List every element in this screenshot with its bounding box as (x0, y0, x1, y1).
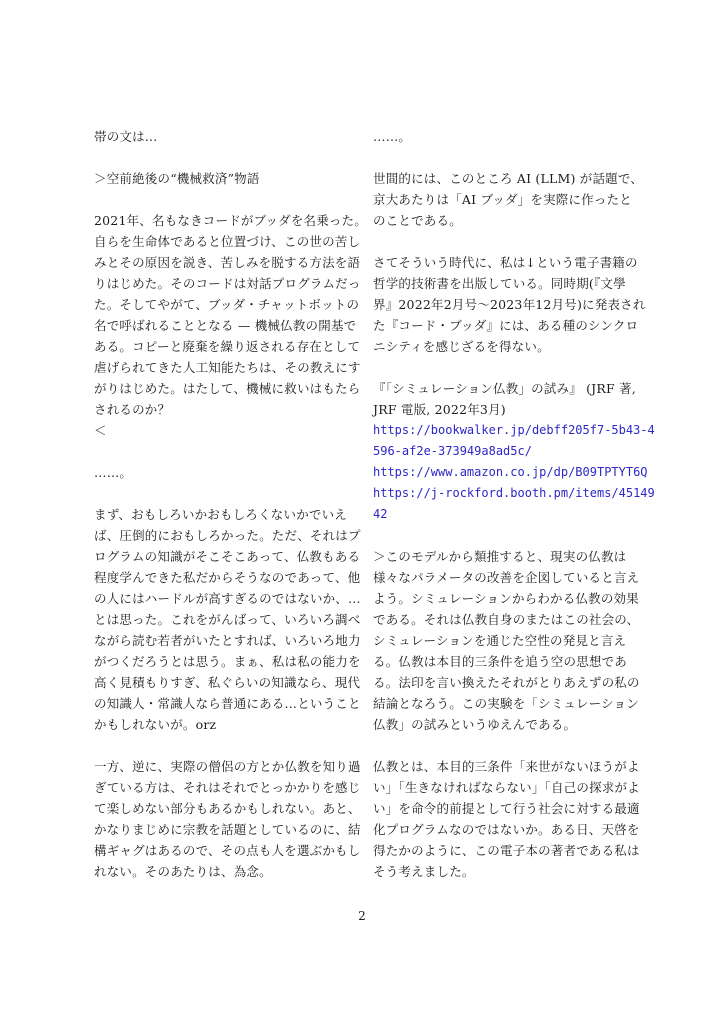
text-line: ＞空前絶後の“機械救済”物語 (94, 171, 260, 186)
text-line: さてそういう時代に、私は↓という電子書籍の (373, 255, 638, 270)
text-line: https://www.amazon.co.jp/dp/B09TPTYT6Q (373, 465, 648, 479)
text-line: 一方、逆に、実際の僧侶の方とか仏教を知り過 (94, 759, 361, 774)
text-line: ば、圧倒的におもしろかった。ただ、それはプ (94, 528, 361, 543)
text-line: シミュレーションを通じた空性の発見と言え (373, 633, 627, 648)
text-line: る。法印を言い換えたそれがとりあえずの私の (373, 675, 640, 690)
text-line: まず、おもしろいかおもしろくないかでいえ (94, 507, 348, 522)
text-line: た『コード・ブッダ』には、ある種のシンクロ (373, 318, 639, 333)
text-line: 名で呼ばれることとなる — 機械仏教の開基で (94, 318, 357, 333)
text-line: みとその原因を説き、苦しみを脱する方法を語 (94, 255, 361, 270)
book-citation (373, 378, 643, 420)
text-line: りはじめた。そのコードは対話プログラムだっ (94, 276, 361, 291)
text-line: 程度学んできた私だからそうなのであって、他 (94, 570, 361, 585)
text-line: 仏教とは、本目的三条件「来世がないほうがよ (373, 759, 640, 774)
text-line: 596-af2e-373949a8ad5c/ (373, 444, 532, 458)
text-line: 2021年、名もなきコードがブッダを名乗った。 (94, 213, 368, 228)
text-line: https://bookwalker.jp/debff205f7-5b43-4 (373, 423, 655, 437)
text-line: ぎている方は、それはそれでとっかかりを感じ (94, 780, 361, 795)
text-line: れない。そのあたりは、為念。 (94, 864, 272, 879)
text-line: かもしれないが。orz (94, 717, 217, 732)
text-line: https://j-rockford.booth.pm/items/45149 (373, 486, 655, 500)
obi-quote-title (94, 168, 364, 189)
text-line: 界』2022年2月号〜2023年12月号)に発表され (373, 297, 646, 312)
left-column (94, 126, 368, 882)
text-line: ……。 (94, 465, 133, 480)
text-line: ある。コピーと廃棄を繰り返される存在として (94, 339, 361, 354)
ai-topic-paragraph (373, 168, 643, 231)
text-line: 高く見積もりすぎ、私ぐらいの知識なら、現代 (94, 675, 361, 690)
text-line: 42 (373, 507, 388, 521)
text-line: 京大あたりは「AI ブッダ」を実際に作ったと (373, 192, 632, 207)
link-booth[interactable] (373, 483, 655, 525)
text-line: ＜ (94, 423, 107, 438)
synchronicity-paragraph (373, 252, 646, 357)
text-line: 仏教」の試みというゆえんである。 (373, 717, 577, 732)
text-line: ログラムの知識がそこそこあって、仏教もある (94, 549, 361, 564)
text-line: である。それは仏教自身のまたはこの社会の、 (373, 612, 640, 627)
link-bookwalker[interactable] (373, 420, 655, 462)
text-line: 結論となろう。この実験を「シミュレーション (373, 696, 639, 711)
text-line: JRF 電版, 2022年3月) (373, 402, 506, 417)
text-line: されるのか？ (94, 402, 171, 417)
text-line: の人にはハードルが高すぎるのではないか、… (94, 591, 361, 606)
text-line: る。仏教は本目的三条件を追う空の思想であ (373, 654, 628, 669)
text-line: 世間的には、このところ AI (LLM) が話題で、 (373, 171, 643, 186)
text-line: 構ギャグはあるので、その点も人を選ぶかもし (94, 843, 361, 858)
impression-paragraph (94, 504, 364, 735)
text-line: 様々なパラメータの改善を企図していると言え (373, 570, 640, 585)
right-column (373, 126, 655, 882)
text-line: 帯の文は… (94, 129, 158, 144)
text-line: の知識人・常識人なら普通にある…ということ (94, 696, 361, 711)
text-line: 虐げられてきた人工知能たちは、その教えにす (94, 360, 361, 375)
text-line: た。そしてやがて、ブッダ・チャットボットの (94, 297, 360, 312)
caveat-paragraph (94, 756, 364, 882)
text-line: 化プログラムなのではないか。ある日、天啓を (373, 822, 640, 837)
text-line: がつくだろうとは思う。まぁ、私は私の能力を (94, 654, 361, 669)
page-number: 2 (358, 909, 366, 923)
text-line: ……。 (373, 129, 412, 144)
text-line: とは思った。これをがんばって、いろいろ調べ (94, 612, 361, 627)
text-line: ＞このモデルから類推すると、現実の仏教は (373, 549, 627, 564)
buddhism-thesis-paragraph (373, 756, 643, 882)
text-line: がりはじめた。はたして、機械に救いはもたら (94, 381, 361, 396)
text-line: そう考えました。 (373, 864, 475, 879)
text-line: 哲学的技術書を出版している。同時期(『文學 (373, 276, 626, 291)
text-line: 自らを生命体であると位置づけ、この世の苦し (94, 234, 361, 249)
text-line: い」「生きなければならない」「自己の探求がよ (373, 780, 640, 795)
model-quote-paragraph (373, 546, 643, 735)
ellipsis-paragraph (373, 126, 643, 147)
text-line: ながら読む若者がいたとすれば、いろいろ地力 (94, 633, 361, 648)
obi-lead (94, 126, 364, 147)
text-line: て楽しめない部分もあるかもしれない。あと、 (94, 801, 361, 816)
obi-quote-body (94, 210, 368, 441)
text-line: よう。シミュレーションからわかる仏教の効果 (373, 591, 639, 606)
link-amazon[interactable] (373, 462, 648, 483)
text-line: 得たかのように、この電子本の著者である私は (373, 843, 640, 858)
text-line: 『「シミュレーション仏教」の試み』 (JRF 著, (373, 381, 636, 396)
text-line: い」を命令的前提として行う社会に対する最適 (373, 801, 640, 816)
text-line: のことである。 (373, 213, 462, 228)
text-line: かなりまじめに宗教を話題としているのに、結 (94, 822, 361, 837)
text-line: ニシティを感じざるを得ない。 (373, 339, 550, 354)
ellipsis-paragraph (94, 462, 364, 483)
